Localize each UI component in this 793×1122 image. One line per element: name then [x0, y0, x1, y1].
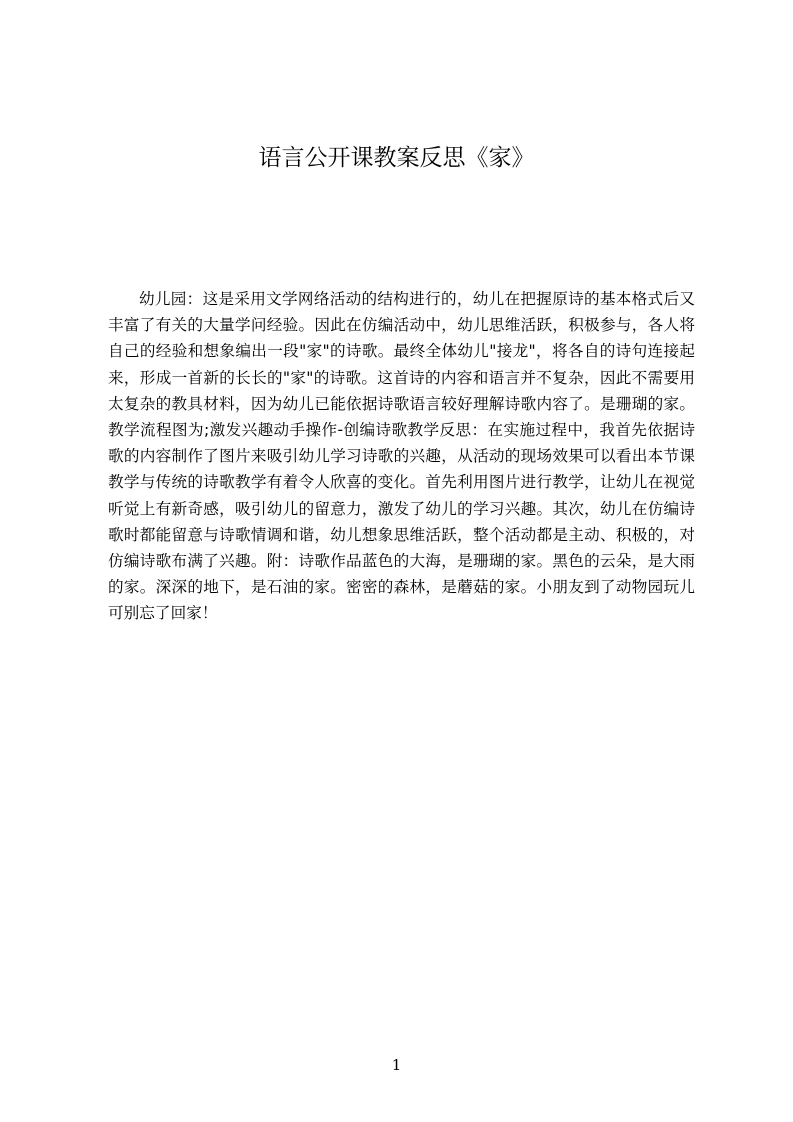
- page-number: 1: [391, 1056, 402, 1074]
- document-body-paragraph: 幼儿园：这是采用文学网络活动的结构进行的，幼儿在把握原诗的基本格式后又丰富了有关的大量学问经验。因此在仿编活动中，幼儿思维活跃，积极参与，各人将自己的经验和想象编出一段"家"的诗歌。最终全体幼儿"接龙"，将各自的诗句连接起来，形成一首新的长长的"家"的诗歌。这首诗的内容和语言并不复杂，因此不需要用太复杂的教具材料，因为幼儿已能依据诗歌语言较好理解诗歌内容了。是珊瑚的家。教学流程图为;激发兴趣动手操作-创编诗歌教学反思：在实施过程中，我首先依据诗歌的内容制作了图片来吸引幼儿学习诗歌的兴趣，从活动的现场效果可以看出本节课教学与传统的诗歌教学有着令人欣喜的变化。首先利用图片进行教学，让幼儿在视觉听觉上有新奇感，吸引幼儿的留意力，激发了幼儿的学习兴趣。其次，幼儿在仿编诗歌时都能留意与诗歌情调和谐，幼儿想象思维活跃，整个活动都是主动、积极的，对仿编诗歌布满了兴趣。附：诗歌作品蓝色的大海，是珊瑚的家。黑色的云朵，是大雨的家。深深的地下，是石油的家。密密的森林，是蘑菇的家。小朋友到了动物园玩儿可别忘了回家！: [108, 290, 695, 623]
- document-title: 语言公开课教案反思《家》: [258, 145, 535, 171]
